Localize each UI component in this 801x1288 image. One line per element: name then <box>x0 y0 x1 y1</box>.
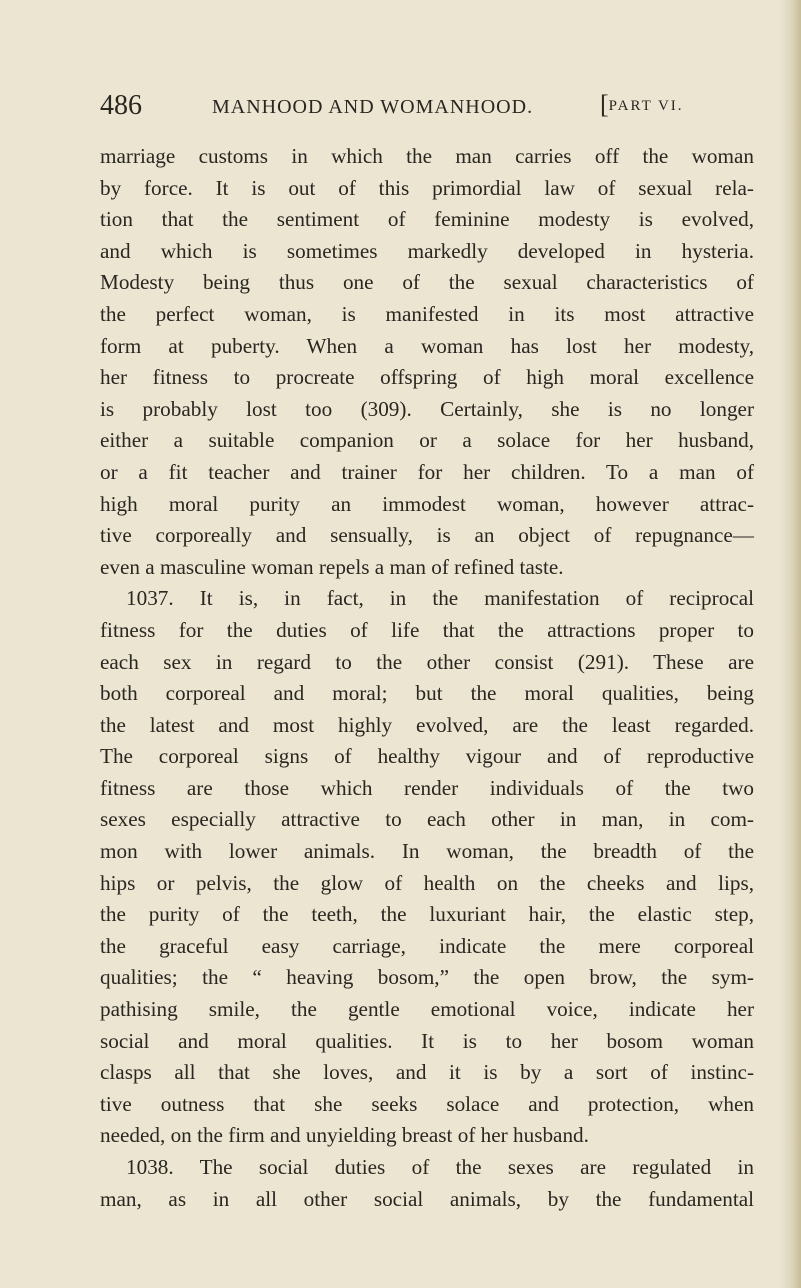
paragraph-1038-start: 1038. The social duties of the sexes are regulated in <box>126 1155 754 1179</box>
text-line: is probably lost too (309). Certainly, she is no longer <box>100 396 754 421</box>
text-line: tion that the sentiment of feminine modesty is evolved, <box>100 207 754 232</box>
text-line: hips or pelvis, the glow of health on the cheeks and lips, <box>100 870 754 895</box>
text-line: each sex in regard to the other consist (291). These are <box>100 649 754 674</box>
paragraph-1037-start: 1037. It is, in fact, in the manifestation of reciprocal <box>126 586 754 611</box>
body-text <box>100 141 754 1215</box>
text-line: needed, on the firm and unyielding breast of her husband. <box>100 1123 589 1148</box>
page-edge-shadow <box>779 0 801 1288</box>
text-line: social and moral qualities. It is to her bosom woman <box>100 1028 754 1053</box>
text-line: man, as in all other social animals, by the fundamental <box>100 1186 754 1211</box>
text-line: or a fit teacher and trainer for her children. To a man of <box>100 459 754 484</box>
text-line: the perfect woman, is manifested in its most attractive <box>100 301 754 326</box>
text-line: tive corporeally and sensually, is an object of repugnance— <box>100 523 754 548</box>
text-line: either a suitable companion or a solace for her husband, <box>100 428 754 453</box>
text-line: sexes especially attractive to each other in man, in com- <box>100 807 754 832</box>
text-line: fitness for the duties of life that the attractions proper to <box>100 617 754 642</box>
text-line: marriage customs in which the man carries off the woman <box>100 144 754 168</box>
text-line: and which is sometimes markedly developed in hysteria. <box>100 238 754 263</box>
text-line: even a masculine woman repels a man of refined taste. <box>100 554 564 579</box>
text-line: The corporeal signs of healthy vigour and of reproductive <box>100 744 754 769</box>
part-bracket: [ <box>600 90 609 119</box>
text-line: by force. It is out of this primordial law of sexual rela- <box>100 175 754 200</box>
part-label <box>600 90 684 120</box>
page-number: 486 <box>100 90 142 121</box>
text-line: pathising smile, the gentle emotional voice, indicate her <box>100 997 754 1022</box>
text-line: form at puberty. When a woman has lost her modesty, <box>100 333 754 358</box>
text-line: fitness are those which render individuals of the two <box>100 775 754 800</box>
part-label-text: PART VI. <box>608 98 684 114</box>
running-title: MANHOOD AND WOMANHOOD. <box>212 96 534 118</box>
text-line: Modesty being thus one of the sexual characteristics of <box>100 270 754 295</box>
text-line: mon with lower animals. In woman, the breadth of the <box>100 839 754 864</box>
running-header <box>100 90 760 130</box>
text-line: the purity of the teeth, the luxuriant hair, the elastic step, <box>100 902 754 927</box>
text-line: the graceful easy carriage, indicate the mere corporeal <box>100 933 754 958</box>
text-line: high moral purity an immodest woman, however attrac- <box>100 491 754 516</box>
text-line: her fitness to procreate offspring of high moral excellence <box>100 365 754 390</box>
text-line: clasps all that she loves, and it is by a sort of instinc- <box>100 1060 754 1085</box>
text-line: the latest and most highly evolved, are the least regarded. <box>100 712 754 737</box>
text-line: qualities; the “ heaving bosom,” the open brow, the sym- <box>100 965 754 990</box>
text-line: tive outness that she seeks solace and protection, when <box>100 1091 754 1116</box>
text-line: both corporeal and moral; but the moral qualities, being <box>100 681 754 706</box>
